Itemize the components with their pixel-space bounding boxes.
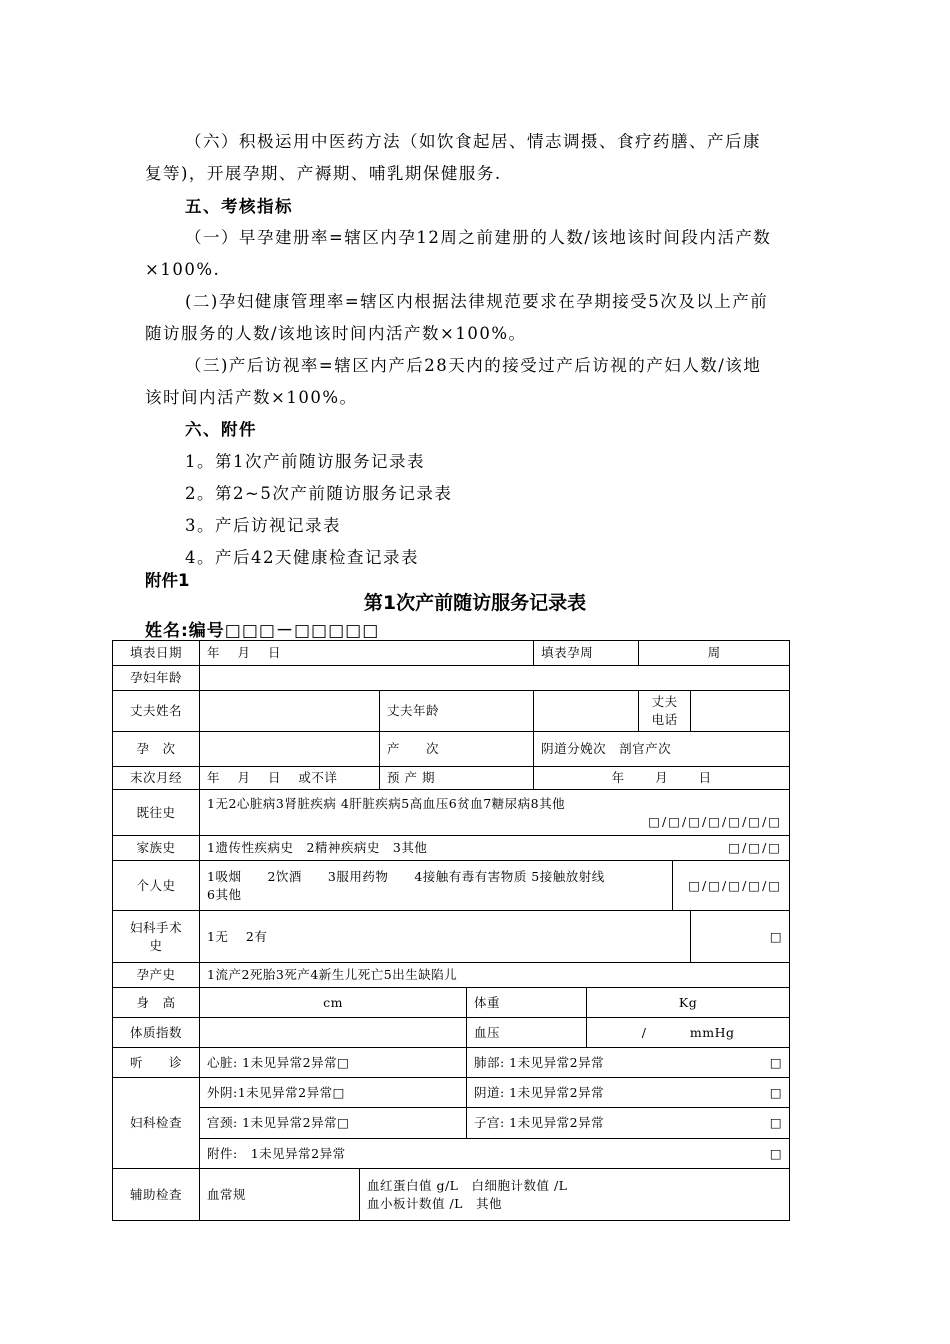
attachment-item-4: 4。产后42天健康检查记录表 <box>185 548 419 567</box>
parity-label: 产 次 <box>380 732 534 767</box>
table-row <box>113 641 790 666</box>
fill-date-field[interactable]: 年 月 日 <box>200 641 534 666</box>
husband-phone-label: 丈夫电话 <box>639 691 691 732</box>
edd-label: 预 产 期 <box>380 767 534 790</box>
paragraph-tcm-line1: （六）积极运用中医药方法（如饮食起居、情志调摄、食疗药膳、产后康 <box>185 132 761 151</box>
vagina-field[interactable]: 阴道: 1未见异常2异常 <box>467 1078 691 1108</box>
paragraph-postpartum-visit-line1: （三)产后访视率=辖区内产后28天内的接受过产后访视的产妇人数/该地 <box>185 356 762 375</box>
height-label: 身 高 <box>113 988 200 1018</box>
paragraph-early-registration-line1: （一）早孕建册率=辖区内孕12周之前建册的人数/该地该时间段内活产数 <box>185 228 772 247</box>
family-history-checkboxes[interactable]: □/□/□ <box>673 836 790 861</box>
table-row <box>113 963 790 988</box>
gyn-surgery-label-line2: 史 <box>149 937 163 953</box>
attachment-item-1: 1。第1次产前随访服务记录表 <box>185 452 425 471</box>
personal-history-options-line2: 6其他 <box>207 886 242 902</box>
table-row <box>113 1108 790 1139</box>
pregnant-age-label: 孕妇年龄 <box>113 666 200 691</box>
table-row <box>113 1139 790 1169</box>
cervix-field[interactable]: 宫颈: 1未见异常2异常□ <box>200 1108 467 1139</box>
attachment-item-3: 3。产后访视记录表 <box>185 516 341 535</box>
section-heading-assessment: 五、考核指标 <box>185 197 293 216</box>
blood-pressure-field[interactable]: / mmHg <box>587 1018 790 1048</box>
bmi-field[interactable] <box>200 1018 467 1048</box>
husband-phone-field[interactable] <box>691 691 790 732</box>
paragraph-health-management-line2: 随访服务的人数/该地该时间内活产数×100%。 <box>145 324 527 343</box>
husband-name-label: 丈夫姓名 <box>113 691 200 732</box>
lmp-field[interactable]: 年 月 日 或不详 <box>200 767 380 790</box>
table-row <box>113 666 790 691</box>
gyn-exam-label: 妇科检查 <box>113 1078 200 1169</box>
personal-history-options-line1: 1吸烟 2饮酒 3服用药物 4接触有毒有害物质 5接触放射线 <box>207 868 605 884</box>
gravida-label: 孕 次 <box>113 732 200 767</box>
table-row <box>113 732 790 767</box>
lung-checkbox[interactable]: □ <box>691 1048 790 1078</box>
attachment-item-2: 2。第2~5次产前随访服务记录表 <box>185 484 453 503</box>
auscultation-label: 听 诊 <box>113 1048 200 1078</box>
attachment-label: 附件1 <box>145 571 190 590</box>
gyn-surgery-checkbox[interactable]: □ <box>691 911 790 963</box>
uterus-field[interactable]: 子宫: 1未见异常2异常 <box>467 1108 691 1139</box>
paragraph-postpartum-visit-line2: 该时间内活产数×100%。 <box>145 388 358 407</box>
weight-label: 体重 <box>467 988 587 1018</box>
lmp-label: 末次月经 <box>113 767 200 790</box>
name-id-line: 姓名:编号□□□－□□□□□ <box>145 621 380 641</box>
blood-routine-label: 血常规 <box>200 1169 360 1221</box>
past-history-checkboxes[interactable]: □/□/□/□/□/□/□ <box>648 813 783 829</box>
heart-field[interactable]: 心脏: 1未见异常2异常□ <box>200 1048 467 1078</box>
table-row <box>113 988 790 1018</box>
section-heading-attachments: 六、附件 <box>185 420 257 439</box>
gravida-field[interactable] <box>200 732 380 767</box>
adnexa-field[interactable]: 附件: 1未见异常2异常 <box>200 1139 691 1169</box>
past-history-options: 1无2心脏病3肾脏疾病 4肝脏疾病5高血压6贫血7糖尿病8其他 <box>207 795 566 811</box>
fill-date-label: 填表日期 <box>113 641 200 666</box>
husband-name-field[interactable] <box>200 691 380 732</box>
family-history-options: 1遗传性疾病史 2精神疾病史 3其他 <box>200 836 673 861</box>
bmi-label: 体质指数 <box>113 1018 200 1048</box>
table-row <box>113 1169 790 1221</box>
blood-pressure-label: 血压 <box>467 1018 587 1048</box>
pregnant-age-field[interactable] <box>200 666 790 691</box>
form-title: 第1次产前随访服务记录表 <box>363 592 587 614</box>
table-row <box>113 691 790 732</box>
lung-field[interactable]: 肺部: 1未见异常2异常 <box>467 1048 691 1078</box>
vagina-checkbox[interactable]: □ <box>691 1078 790 1108</box>
table-row <box>113 767 790 790</box>
parity-field[interactable]: 阴道分娩次 剖官产次 <box>534 732 790 767</box>
table-row <box>113 790 790 836</box>
table-row <box>113 836 790 861</box>
gest-week-field[interactable]: 周 <box>639 641 790 666</box>
first-prenatal-visit-form <box>112 640 790 1221</box>
past-history-field[interactable] <box>200 790 790 836</box>
obstetric-history-label: 孕产史 <box>113 963 200 988</box>
blood-routine-field[interactable] <box>360 1169 790 1221</box>
past-history-label: 既往史 <box>113 790 200 836</box>
husband-age-label: 丈夫年龄 <box>380 691 534 732</box>
gyn-surgery-options: 1无 2有 <box>200 911 691 963</box>
personal-history-options <box>200 861 673 911</box>
table-row <box>113 861 790 911</box>
personal-history-checkboxes[interactable]: □/□/□/□/□ <box>673 861 790 911</box>
table-row <box>113 1018 790 1048</box>
blood-routine-line1: 血红蛋白值 g/L 白细胞计数值 /L <box>367 1177 568 1193</box>
paragraph-health-management-line1: (二)孕妇健康管理率=辖区内根据法律规范要求在孕期接受5次及以上产前 <box>185 292 769 311</box>
paragraph-tcm-line2: 复等)，开展孕期、产褥期、哺乳期保健服务. <box>145 164 502 183</box>
personal-history-label: 个人史 <box>113 861 200 911</box>
blood-routine-line2: 血小板计数值 /L 其他 <box>367 1195 502 1211</box>
table-row <box>113 1078 790 1108</box>
adnexa-checkbox[interactable]: □ <box>691 1139 790 1169</box>
family-history-label: 家族史 <box>113 836 200 861</box>
uterus-checkbox[interactable]: □ <box>691 1108 790 1139</box>
gest-week-label: 填表孕周 <box>534 641 639 666</box>
table-row <box>113 911 790 963</box>
paragraph-early-registration-line2: ×100%. <box>145 260 221 279</box>
auxiliary-exam-label: 辅助检查 <box>113 1169 200 1221</box>
gyn-surgery-label <box>113 911 200 963</box>
vulva-field[interactable]: 外阴:1未见异常2异常□ <box>200 1078 467 1108</box>
husband-age-field[interactable] <box>534 691 639 732</box>
table-row <box>113 1048 790 1078</box>
height-field[interactable]: cm <box>200 988 467 1018</box>
gyn-surgery-label-line1: 妇科手术 <box>129 919 182 935</box>
edd-field[interactable]: 年 月 日 <box>534 767 790 790</box>
obstetric-history-field[interactable]: 1流产2死胎3死产4新生儿死亡5出生缺陷儿 <box>200 963 790 988</box>
weight-field[interactable]: Kg <box>587 988 790 1018</box>
